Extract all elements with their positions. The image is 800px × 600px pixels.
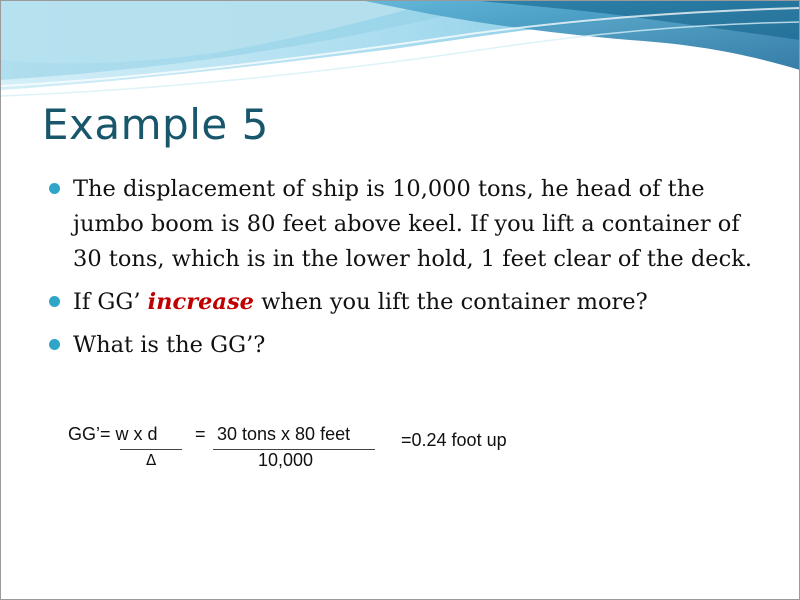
equation-result: =0.24 foot up	[401, 430, 507, 450]
equation-lhs-fraction-bar	[120, 449, 182, 450]
bullet-text: The displacement of ship is 10,000 tons, he head of the jumbo boom is 80 feet above keel. If you lift a container of 30 tons, which is in the lower hold, 1 feet clear of the deck.	[73, 176, 752, 272]
equation-equals-sign: =	[195, 424, 206, 444]
bullet-list	[48, 172, 758, 371]
equation-lhs-denominator: Δ	[146, 451, 157, 469]
bullet-item	[48, 285, 758, 320]
bullet-text-prefix: If GG’	[73, 289, 148, 315]
bullet-marker-icon	[49, 296, 60, 307]
bullet-item	[48, 172, 758, 277]
bullet-item	[48, 328, 758, 363]
emphasized-word: increase	[147, 289, 254, 315]
header-wave-decoration	[0, 0, 800, 100]
bullet-text-suffix: when you lift the container more?	[253, 289, 648, 315]
equation-rhs-denominator: 10,000	[258, 450, 314, 470]
equation-rhs-numerator: 30 tons x 80 feet	[217, 424, 351, 444]
bullet-text: What is the GG’?	[73, 332, 266, 358]
bullet-marker-icon	[49, 183, 60, 194]
equation-lhs-numerator: GG’= w x d	[68, 424, 158, 444]
bullet-marker-icon	[49, 339, 60, 350]
slide-title: Example 5	[42, 100, 269, 149]
